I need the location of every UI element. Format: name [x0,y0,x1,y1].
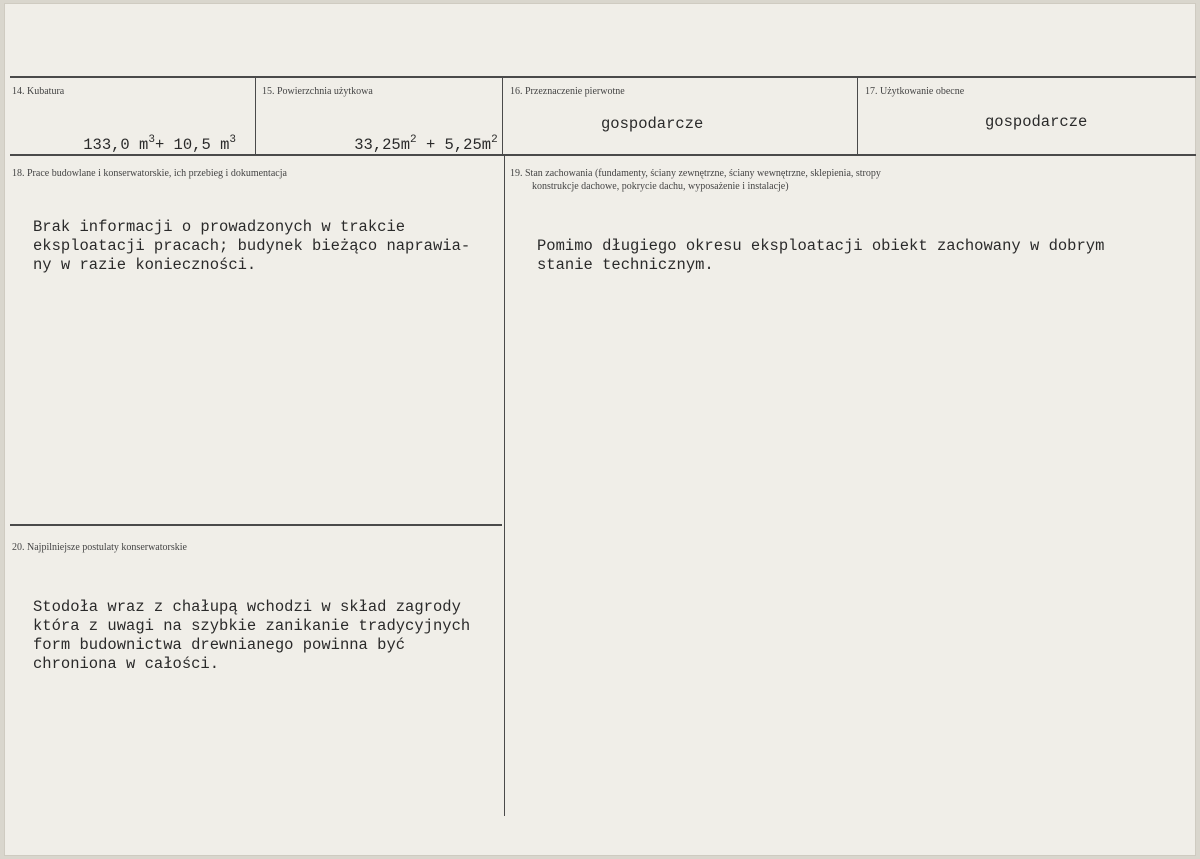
field-19-label-line1: 19. Stan zachowania (fundamenty, ściany zewnętrzne, ściany wewnętrzne, sklepienia, stropy [510,168,881,179]
field-18-line: Brak informacji o prowadzonych w trakcie [33,218,406,236]
field-20-line: chroniona w całości. [33,655,220,673]
divider-16-17 [857,78,858,155]
field20-top-rule [10,524,502,526]
field-20-label: 20. Najpilniejsze postulaty konserwatorskie [12,542,187,553]
record-card [4,3,1196,856]
field-19-line: stanie technicznym. [537,256,714,274]
field-16-value: gospodarcze [601,115,704,133]
top-rule [10,76,1196,78]
field-18-line: ny w razie konieczności. [33,256,257,274]
field-14-value: 133,0 $m^3+ 10,5$ $m^3$ [83,134,236,154]
field-19-label-line2: konstrukcje dachowe, pokrycie dachu, wyposażenie i instalacje) [532,181,789,192]
field-15-value: $33,25m^2 + 5,25m^2$ [354,134,498,154]
divider-14-15 [255,78,256,155]
field-20-line: form budownictwa drewnianego powinna być [33,636,406,654]
field-14-label: 14. Kubatura [12,86,65,97]
field-18-line: eksploatacji pracach; budynek bieżąco naprawia- [33,237,471,255]
field-20-line: która z uwagi na szybkie zanikanie tradycyjnych [33,617,471,635]
field-15-label: 15. Powierzchnia użytkowa [262,86,373,97]
field-16-label: 16. Przeznaczenie pierwotne [510,86,625,97]
divider-15-16 [502,78,503,155]
field-19-line: Pomimo długiego okresu eksploatacji obiekt zachowany w dobrym [537,237,1105,255]
field-17-label: 17. Użytkowanie obecne [865,86,965,97]
field-17-value: gospodarcze [985,113,1088,131]
divider-left-right [504,156,505,816]
field-20-line: Stodoła wraz z chałupą wchodzi w skład zagrody [33,598,461,616]
field-18-label: 18. Prace budowlane i konserwatorskie, ich przebieg i dokumentacja [12,168,287,179]
